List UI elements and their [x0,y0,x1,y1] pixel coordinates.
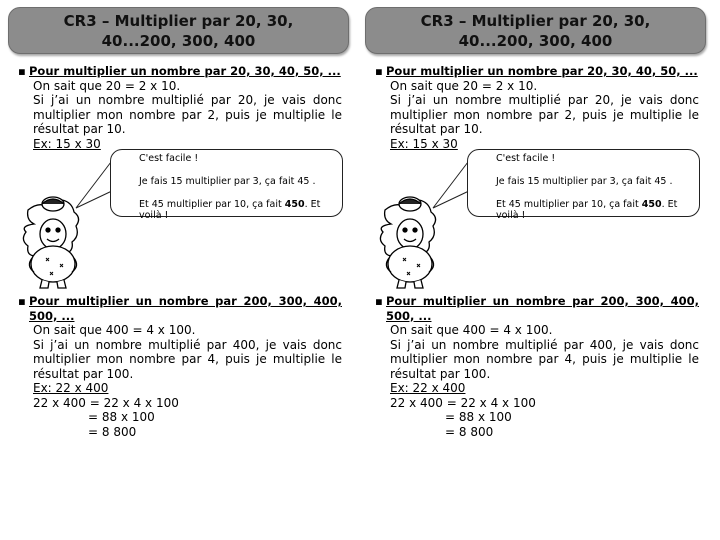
page-title: CR3 – Multiplier par 20, 30, 40...200, 300, 400 [8,7,349,54]
rule-line: On sait que 20 = 2 x 10. [33,78,181,93]
speech-bubble [110,149,343,221]
calc-line: 22 x 400 = 22 x 4 x 100 [33,395,179,410]
section-heading: Pour multiplier un nombre par 20, 30, 40, 50, ... [29,64,341,78]
rule-line: On sait que 20 = 2 x 10. [390,78,538,93]
example-label: Ex: 22 x 400 [33,381,109,395]
bullet-icon: ▪ [18,64,26,78]
explanation-text: Si j’ai un nombre multiplié par 400, je vais donc multiplier mon nombre par 4, puis je multiplie le résultat par 100. [390,337,699,381]
explanation-text: Si j’ai un nombre multiplié par 20, je vais donc multiplier mon nombre par 2, puis je multiplie le résultat par 10. [390,93,699,136]
speech-bubble [467,149,700,221]
example-label: Ex: 15 x 30 [33,136,101,151]
left-card [0,0,356,540]
page-title: CR3 – Multiplier par 20, 30, 40...200, 300, 400 [365,7,706,54]
bubble-line: Et 45 multiplier par 10, ça fait 450. Et voilà ! [139,199,321,221]
bubble-line: C'est facile ! [139,153,199,164]
rule-line: On sait que 400 = 4 x 100. [33,323,196,337]
calc-line: 22 x 400 = 22 x 4 x 100 [390,395,536,410]
little-character-illustration-icon [377,192,443,292]
calc-line: = 8 800 [445,424,494,439]
section-multiply-hundreds [375,294,699,439]
section-multiply-tens [18,64,342,151]
explanation-text: Si j’ai un nombre multiplié par 20, je vais donc multiplier mon nombre par 2, puis je multiplie le résultat par 10. [33,93,342,136]
little-character-illustration-icon [20,192,86,292]
bullet-icon: ▪ [375,294,383,308]
explanation-text: Si j’ai un nombre multiplié par 400, je vais donc multiplier mon nombre par 4, puis je multiplie le résultat par 100. [33,337,342,381]
section-heading: Pour multiplier un nombre par 200, 300, 400, 500, ... [29,294,342,323]
bullet-icon: ▪ [375,64,383,78]
bubble-line: Je fais 15 multiplier par 3, ça fait 45 . [496,176,673,187]
bubble-result: 450 [284,199,305,210]
section-multiply-tens [375,64,699,151]
rule-line: On sait que 400 = 4 x 100. [390,323,553,337]
bullet-icon: ▪ [18,294,26,308]
calc-line: = 8 800 [88,424,137,439]
calc-line: = 88 x 100 [445,410,512,424]
bubble-line: Je fais 15 multiplier par 3, ça fait 45 . [139,176,316,187]
example-label: Ex: 22 x 400 [390,381,466,395]
section-multiply-hundreds [18,294,342,439]
bubble-result: 450 [641,199,662,210]
bubble-line: C'est facile ! [496,153,556,164]
calc-line: = 88 x 100 [88,410,155,424]
section-heading: Pour multiplier un nombre par 20, 30, 40, 50, ... [386,64,698,78]
example-label: Ex: 15 x 30 [390,136,458,151]
bubble-line: Et 45 multiplier par 10, ça fait 450. Et voilà ! [496,199,678,221]
section-heading: Pour multiplier un nombre par 200, 300, 400, 500, ... [386,294,699,323]
right-card [357,0,713,540]
